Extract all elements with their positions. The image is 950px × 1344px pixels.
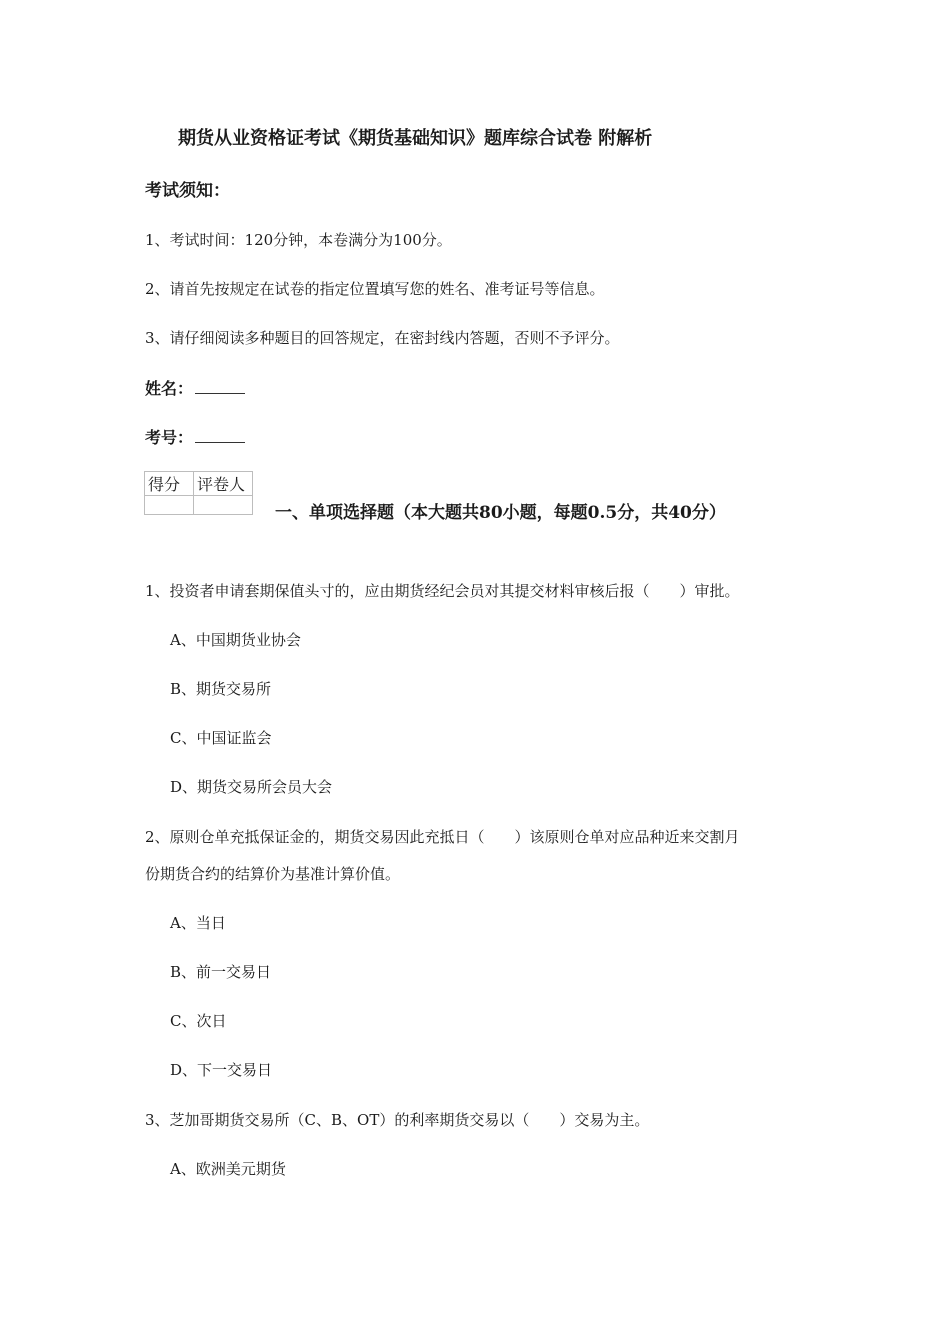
question-text-continued: 份期货合约的结算价为基准计算价值。 — [145, 865, 401, 883]
option: B、期货交易所 — [170, 680, 272, 698]
id-label: 考号： — [145, 428, 194, 447]
notice-item: 3、请仔细阅读多种题目的回答规定，在密封线内答题，否则不予评分。 — [145, 329, 620, 347]
option: A、欧洲美元期货 — [170, 1160, 286, 1178]
document-title: 期货从业资格证考试《期货基础知识》题库综合试卷 附解析 — [178, 128, 653, 149]
question-text: 1、投资者申请套期保值头寸的，应由期货经纪会员对其提交材料审核后报（ ）审批。 — [145, 582, 740, 600]
question-text: 2、原则仓单充抵保证金的，期货交易因此充抵日（ ）该原则仓单对应品种近来交割月 — [145, 828, 740, 846]
section-heading: 一、单项选择题（本大题共80小题，每题0.5分，共40分） — [275, 503, 726, 523]
score-cell — [145, 496, 194, 515]
option: D、期货交易所会员大会 — [170, 778, 333, 796]
option: A、中国期货业协会 — [170, 631, 301, 649]
option: B、前一交易日 — [170, 963, 272, 981]
grader-cell — [194, 496, 253, 515]
option: A、当日 — [170, 914, 226, 932]
option: C、次日 — [170, 1012, 227, 1030]
option: C、中国证监会 — [170, 729, 272, 747]
grader-header: 评卷人 — [194, 472, 253, 496]
notice-heading: 考试须知： — [145, 181, 230, 201]
notice-item: 2、请首先按规定在试卷的指定位置填写您的姓名、准考证号等信息。 — [145, 280, 605, 298]
name-label: 姓名： — [145, 379, 194, 398]
score-header: 得分 — [145, 472, 194, 496]
name-blank — [195, 379, 245, 394]
id-field — [145, 425, 245, 448]
name-field — [145, 376, 245, 399]
option: D、下一交易日 — [170, 1061, 273, 1079]
notice-item: 1、考试时间：120分钟，本卷满分为100分。 — [145, 231, 452, 249]
question-text: 3、芝加哥期货交易所（C、B、OT）的利率期货交易以（ ）交易为主。 — [145, 1111, 650, 1129]
score-table — [144, 471, 253, 515]
id-blank — [195, 428, 245, 443]
